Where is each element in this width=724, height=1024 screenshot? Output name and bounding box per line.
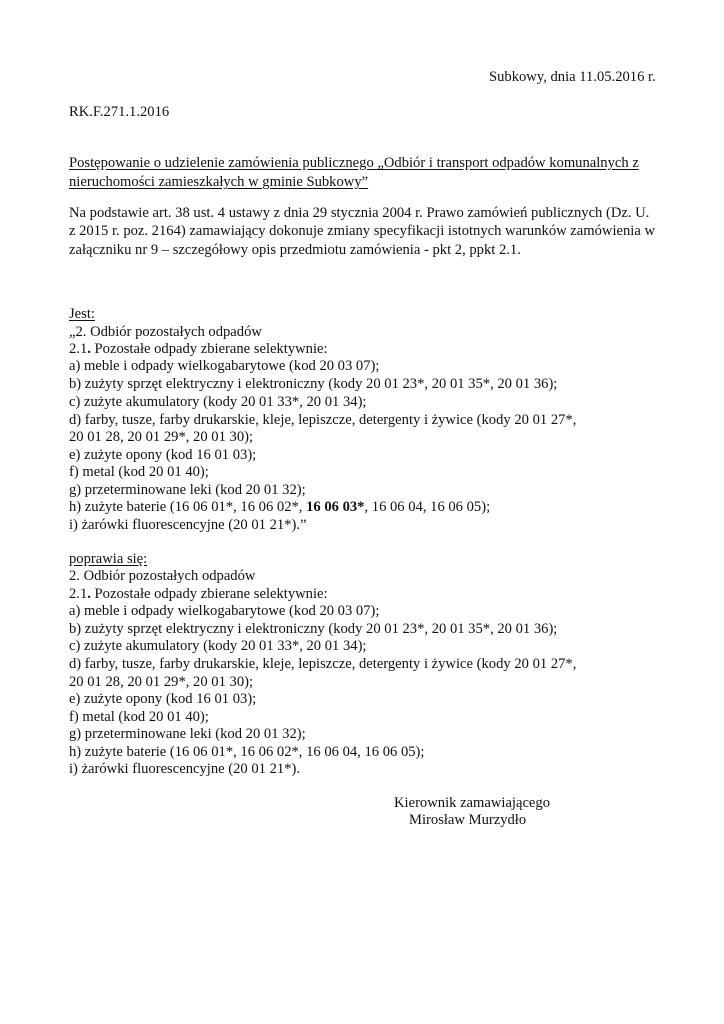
poprawa-item: b) zużyty sprzęt elektryczny i elektroniczny (kody 20 01 23*, 20 01 35*, 20 01 36); [69, 621, 558, 637]
poprawa-sub-text: Pozostałe odpady zbierane selektywnie: [90, 586, 328, 602]
signature-name: Mirosław Murzydło [409, 812, 527, 828]
poprawa-item: h) zużyte baterie (16 06 01*, 16 06 02*, 16 06 04, 16 06 05); [69, 744, 425, 760]
jest-sub-dot: . [87, 341, 91, 357]
poprawa-sub-dot: . [87, 586, 91, 602]
jest-item-h-after: , 16 06 04, 16 06 05); [364, 499, 491, 515]
jest-item-i: i) żarówki fluorescencyjne (20 01 21*).” [69, 517, 307, 533]
jest-subheading [69, 340, 328, 358]
poprawa-sub-number: 2.1 [69, 586, 88, 602]
jest-item: d) farby, tusze, farby drukarskie, kleje, lepiszcze, detergenty i żywice (kody 20 01 27*, [69, 412, 577, 428]
signature-role: Kierownik zamawiającego [394, 795, 550, 811]
reference-number: RK.F.271.1.2016 [69, 104, 170, 120]
jest-item: b) zużyty sprzęt elektryczny i elektroniczny (kody 20 01 23*, 20 01 35*, 20 01 36); [69, 376, 558, 392]
place-date: Subkowy, dnia 11.05.2016 r. [489, 69, 656, 85]
jest-item-h-bold: 16 06 03* [306, 499, 365, 515]
jest-item-h-before: h) zużyte baterie (16 06 01*, 16 06 02*, [69, 499, 307, 515]
poprawa-item: e) zużyte opony (kod 16 01 03); [69, 691, 257, 707]
jest-item: a) meble i odpady wielkogabarytowe (kod 20 03 07); [69, 358, 380, 374]
poprawa-label: poprawia się: [69, 551, 148, 567]
poprawa-subheading [69, 585, 328, 603]
poprawa-item: 20 01 28, 20 01 29*, 20 01 30); [69, 674, 254, 690]
poprawa-item: i) żarówki fluorescencyjne (20 01 21*). [69, 761, 300, 777]
intro-line-1: Na podstawie art. 38 ust. 4 ustawy z dnia 29 stycznia 2004 r. Prawo zamówień publicznych (Dz. U. [69, 205, 650, 221]
jest-item: g) przeterminowane leki (kod 20 01 32); [69, 482, 306, 498]
poprawa-item: g) przeterminowane leki (kod 20 01 32); [69, 726, 306, 742]
poprawa-item: d) farby, tusze, farby drukarskie, kleje, lepiszcze, detergenty i żywice (kody 20 01 27*, [69, 656, 577, 672]
poprawa-heading: 2. Odbiór pozostałych odpadów [69, 568, 256, 584]
jest-item-h [69, 498, 490, 516]
poprawa-item: c) zużyte akumulatory (kody 20 01 33*, 20 01 34); [69, 638, 367, 654]
jest-item: f) metal (kod 20 01 40); [69, 464, 209, 480]
subject-line-2: nieruchomości zamieszkałych w gminie Subkowy” [69, 174, 369, 190]
poprawa-item: f) metal (kod 20 01 40); [69, 709, 209, 725]
subject-line-1: Postępowanie o udzielenie zamówienia publicznego „Odbiór i transport odpadów komunalnych z [69, 155, 639, 171]
intro-line-2: z 2015 r. poz. 2164) zamawiający dokonuje zmiany specyfikacji istotnych warunków zamówienia w [69, 223, 656, 239]
jest-label: Jest: [69, 306, 95, 322]
jest-heading: „2. Odbiór pozostałych odpadów [69, 324, 262, 340]
jest-item: 20 01 28, 20 01 29*, 20 01 30); [69, 429, 254, 445]
jest-item: c) zużyte akumulatory (kody 20 01 33*, 20 01 34); [69, 394, 367, 410]
jest-sub-text: Pozostałe odpady zbierane selektywnie: [90, 341, 328, 357]
jest-item: e) zużyte opony (kod 16 01 03); [69, 447, 257, 463]
poprawa-item: a) meble i odpady wielkogabarytowe (kod 20 03 07); [69, 603, 380, 619]
intro-line-3: załączniku nr 9 – szczegółowy opis przedmiotu zamówienia - pkt 2, ppkt 2.1. [69, 242, 521, 258]
jest-sub-number: 2.1 [69, 341, 88, 357]
